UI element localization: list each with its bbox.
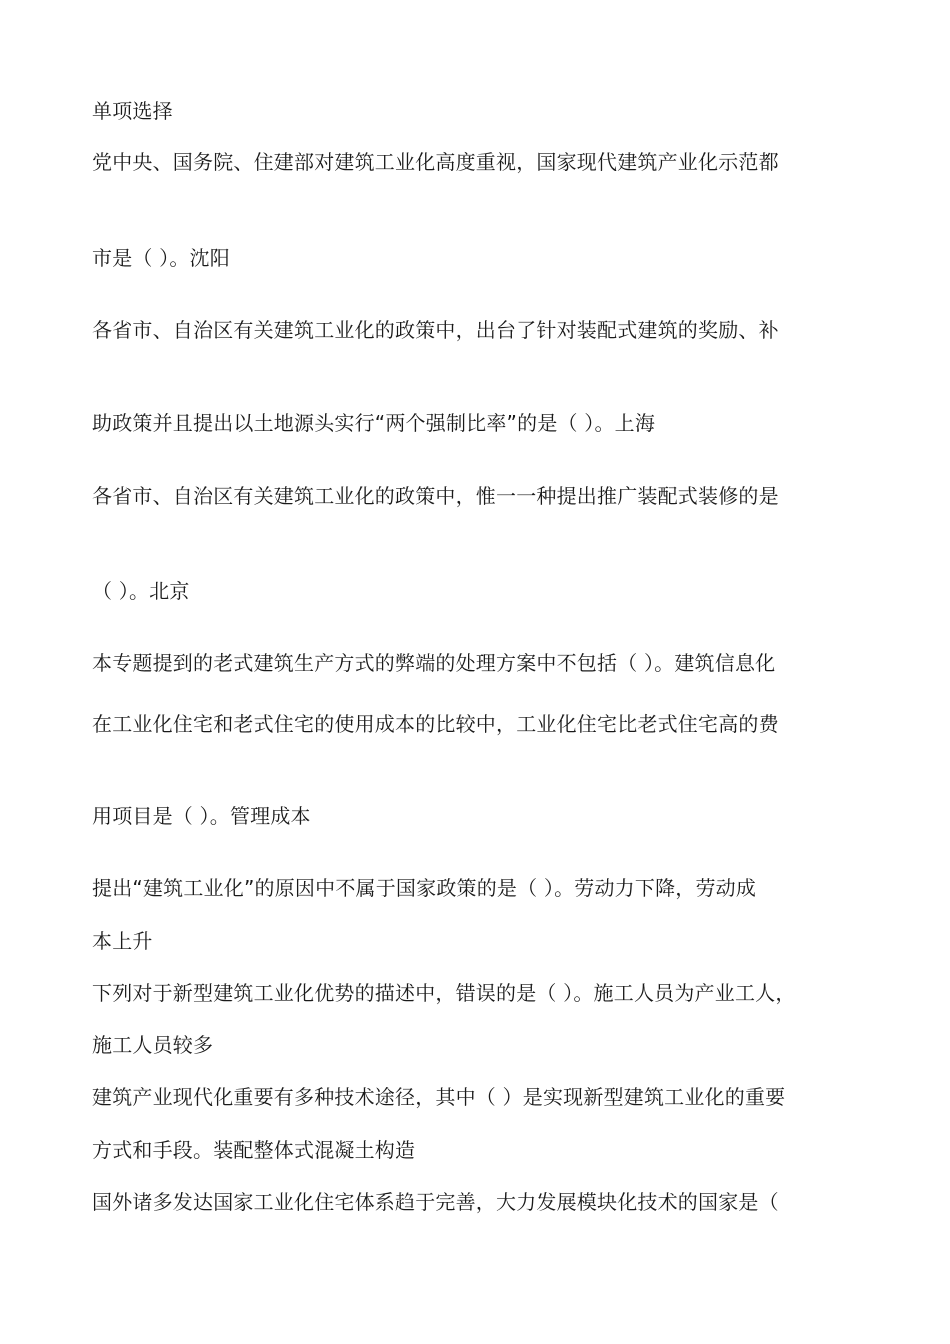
text-line: 国外诸多发达国家工业化住宅体系趋于完善，大力发展模块化技术的国家是（ bbox=[92, 1190, 779, 1214]
text-line: 下列对于新型建筑工业化优势的描述中，错误的是（ ）。施工人员为产业工人， bbox=[92, 981, 796, 1005]
text-line: 本专题提到的老式建筑生产方式的弊端的处理方案中不包括（ ）。建筑信息化 bbox=[92, 651, 776, 675]
text-line: 用项目是（ ）。管理成本 bbox=[92, 804, 311, 828]
text-line: 助政策并且提出以土地源头实行“两个强制比率”的是（ ）。上海 bbox=[92, 411, 656, 435]
text-line: 方式和手段。装配整体式混凝土构造 bbox=[92, 1138, 416, 1162]
text-line: （ ）。北京 bbox=[92, 579, 190, 603]
text-line: 提出“建筑工业化”的原因中不属于国家政策的是（ ）。劳动力下降，劳动成 bbox=[92, 876, 757, 900]
text-line: 各省市、自治区有关建筑工业化的政策中，出台了针对装配式建筑的奖励、补 bbox=[92, 318, 779, 342]
text-line: 各省市、自治区有关建筑工业化的政策中，惟一一种提出推广装配式装修的是 bbox=[92, 484, 779, 508]
text-line: 建筑产业现代化重要有多种技术途径，其中（ ）是实现新型建筑工业化的重要 bbox=[92, 1085, 786, 1109]
text-line: 市是（ ）。沈阳 bbox=[92, 246, 230, 270]
text-line: 在工业化住宅和老式住宅的使用成本的比较中，工业化住宅比老式住宅高的费 bbox=[92, 712, 779, 736]
text-line: 本上升 bbox=[92, 929, 153, 953]
section-heading: 单项选择 bbox=[92, 99, 173, 123]
text-line: 党中央、国务院、住建部对建筑工业化高度重视，国家现代建筑产业化示范都 bbox=[92, 150, 779, 174]
text-line: 施工人员较多 bbox=[92, 1033, 214, 1057]
